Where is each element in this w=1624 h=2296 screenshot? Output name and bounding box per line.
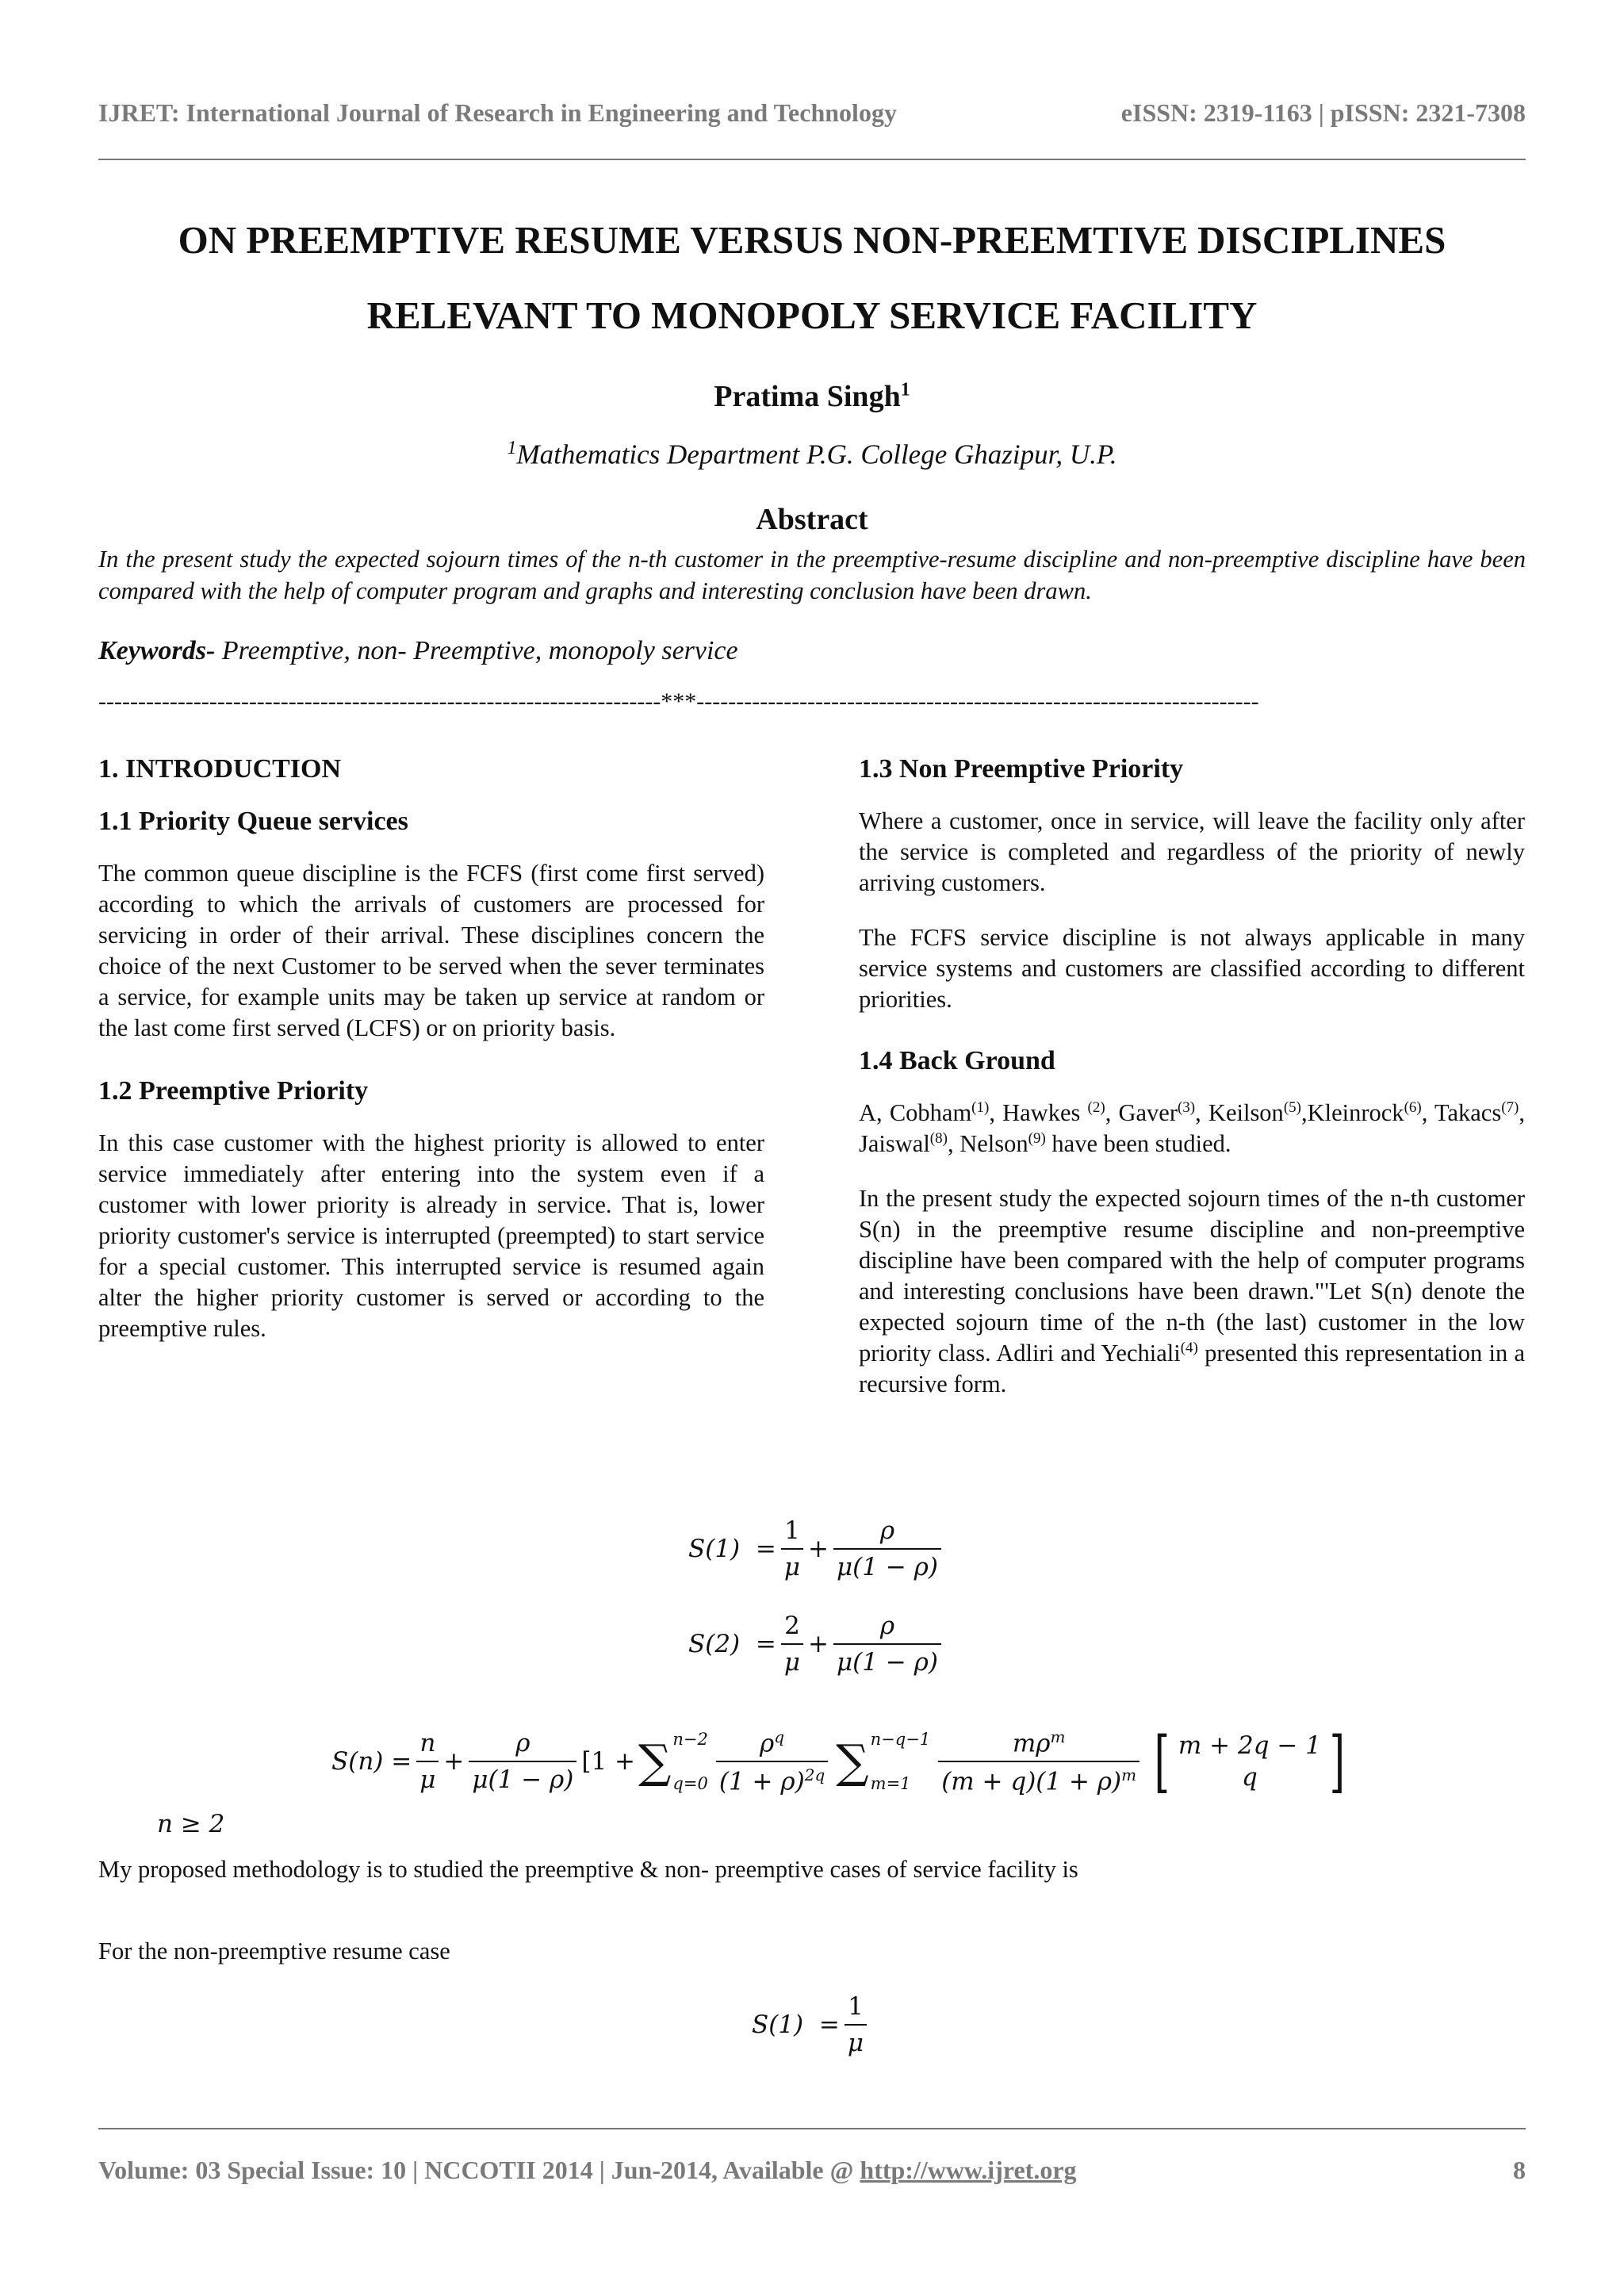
footer-rule xyxy=(98,2128,1526,2129)
denominator: μ(1 − ρ) xyxy=(833,1643,941,1677)
footer-left xyxy=(98,2156,1077,2185)
cite-ref: (4) xyxy=(1180,1339,1198,1356)
eq-sign: = xyxy=(818,2010,840,2039)
cite-text: , Takacs xyxy=(1421,1099,1502,1126)
upper-limit: n−q−1 xyxy=(870,1730,931,1750)
exponent: m xyxy=(1121,1765,1137,1785)
intro-heading: 1. INTRODUCTION xyxy=(98,754,342,784)
running-header xyxy=(98,98,1526,128)
section-1-3-para-1: Where a customer, once in service, will leave the facility only after the service is completed and regardless of the priority of newly arriving customers. xyxy=(859,807,1525,896)
cite-text: have been studied. xyxy=(1045,1130,1231,1157)
para-text: In the present study the expected sojourn times of the n-th customer S(n) in the preemptive resume discipline and non-preemptive discipline have been compared with the help of computer programs and interesting conclusions have been drawn."'Let S(n) denote the expected sojourn time of the n-th (the last) customer in the low priority class. Adliri and Yechiali xyxy=(859,1185,1525,1366)
sigma: ∑ xyxy=(638,1734,672,1789)
numerator: n xyxy=(419,1729,436,1758)
abstract-text: In the present study the expected sojourn times of the n-th customer in the preemptive-resume discipline and non-preemptive discipline have been compared with the help of computer program and graphs and interesting conclusion have been drawn. xyxy=(98,546,1526,604)
binomial xyxy=(1149,1723,1350,1801)
summation-m xyxy=(836,1730,930,1793)
cite-ref: (2) xyxy=(1087,1098,1105,1116)
cite-text: ,Kleinrock xyxy=(1300,1099,1404,1126)
exponent: m xyxy=(1050,1727,1066,1746)
fraction xyxy=(833,1516,941,1581)
left-bracket: [ xyxy=(1154,1723,1170,1801)
numerator xyxy=(756,1727,787,1761)
fraction xyxy=(781,1612,803,1677)
cite-text: , Hawkes xyxy=(989,1099,1088,1126)
fraction xyxy=(469,1729,576,1794)
affil-sup: 1 xyxy=(507,438,517,458)
affil-text: Mathematics Department P.G. College Ghazipur, U.P. xyxy=(516,439,1117,470)
fraction xyxy=(845,1992,867,2057)
separator: -----------------------------------------------------------------------***----------------------------------------------------------------------- xyxy=(98,688,1259,715)
upper-limit: n−2 xyxy=(672,1730,708,1750)
equation-s2 xyxy=(688,1612,946,1677)
binomial-top: m + 2q − 1 xyxy=(1178,1731,1321,1761)
plus: + xyxy=(443,1747,465,1777)
cite-text: , Keilson xyxy=(1195,1099,1284,1126)
eq-lhs: S(1) xyxy=(688,1535,741,1563)
lower-limit: q=0 xyxy=(672,1774,708,1794)
base: (m + q)(1 + ρ) xyxy=(941,1767,1122,1796)
right-bracket: ] xyxy=(1329,1723,1346,1801)
base: (1 + ρ) xyxy=(718,1767,805,1796)
numerator: ρ xyxy=(515,1729,530,1758)
keywords-text: Preemptive, non- Preemptive, monopoly service xyxy=(215,636,738,665)
running-footer xyxy=(98,2156,1526,2185)
section-1-4-para-2 xyxy=(859,1183,1525,1400)
fraction xyxy=(716,1727,828,1796)
non-preemptive-text: For the non-preemptive resume case xyxy=(98,1938,450,1964)
cite-ref: (3) xyxy=(1177,1098,1196,1116)
denominator: μ xyxy=(781,1548,803,1581)
title-line-1: ON PREEMPTIVE RESUME VERSUS NON-PREEMTIVE DISCIPLINES xyxy=(178,218,1446,262)
issn: eISSN: 2319-1163 | pISSN: 2321-7308 xyxy=(1120,98,1526,127)
section-1-4-heading: 1.4 Back Ground xyxy=(859,1046,1055,1075)
base: ρ xyxy=(760,1729,775,1758)
section-1-2-text: In this case customer with the highest priority is allowed to enter service immediately after entering into the system even if a customer with lower priority is already in service. That is, lower priority customer's service is interrupted (preempted) to start service for a special customer. This interrupted service is resumed again alter the higher priority customer is served or according to the preemptive rules. xyxy=(98,1129,764,1342)
sum-limits xyxy=(672,1730,707,1793)
header-rule xyxy=(98,159,1526,160)
binomial-inner xyxy=(1175,1730,1324,1793)
fraction xyxy=(416,1729,439,1794)
eq-sign: = xyxy=(755,1630,776,1658)
numerator: ρ xyxy=(879,1612,895,1640)
section-1-2-heading: 1.2 Preemptive Priority xyxy=(98,1076,369,1106)
cite-ref: (6) xyxy=(1404,1098,1422,1116)
denominator: μ(1 − ρ) xyxy=(469,1761,576,1794)
section-1-1-text: The common queue discipline is the FCFS (first come first served) according to which the arrivals of customers are processed for servicing in order of their arrival. These disciplines concern the choice of the next Customer to be served when the sever terminates a service, for example units may be taken up service at random or the last come first served (LCFS) or on priority basis. xyxy=(98,860,764,1041)
sum-limits xyxy=(871,1730,931,1793)
fraction xyxy=(781,1516,803,1581)
cite-text: , Nelson xyxy=(947,1130,1028,1157)
keywords-label: Keywords- xyxy=(98,636,216,665)
section-1-3-para-2: The FCFS service discipline is not always applicable in many service systems and customers are classified according to different priorities. xyxy=(859,924,1525,1013)
denominator: μ xyxy=(845,2024,867,2057)
journal-name: IJRET: International Journal of Research in Engineering and Technology xyxy=(98,98,897,127)
keywords xyxy=(98,636,1526,666)
plus: + xyxy=(808,1535,829,1563)
n-condition: n ≥ 2 xyxy=(157,1810,225,1838)
cite-text: , Gaver xyxy=(1105,1099,1178,1126)
abstract-heading: Abstract xyxy=(756,503,868,536)
section-1-1-heading: 1.1 Priority Queue services xyxy=(98,807,408,836)
author-sup: 1 xyxy=(900,379,910,401)
footer-volume: Volume: 03 Special Issue: 10 | NCCOTII 2014 | Jun-2014, Available @ xyxy=(98,2156,860,2184)
summation-q xyxy=(638,1730,708,1793)
methodology-text: My proposed methodology is to studied the preemptive & non- preemptive cases of service facility is xyxy=(98,1856,1078,1883)
denominator: μ xyxy=(416,1761,439,1794)
author xyxy=(0,379,1624,414)
cite-ref: (8) xyxy=(929,1129,948,1147)
plus: + xyxy=(808,1630,829,1658)
open-bracket: [1 + xyxy=(581,1747,635,1777)
author-name: Pratima Singh xyxy=(714,380,901,413)
cite-ref: (5) xyxy=(1283,1098,1301,1116)
cite-ref: (9) xyxy=(1028,1129,1046,1147)
left-column xyxy=(98,753,764,1368)
numerator: 2 xyxy=(784,1612,800,1640)
numerator: 1 xyxy=(784,1516,800,1545)
right-column xyxy=(859,753,1525,1424)
cite-ref: (7) xyxy=(1501,1098,1519,1116)
affiliation xyxy=(0,438,1624,471)
base: mρ xyxy=(1012,1729,1051,1758)
exponent: q xyxy=(774,1727,785,1746)
eq-sign: = xyxy=(391,1747,412,1777)
background-citations xyxy=(859,1098,1525,1159)
journal-link[interactable]: http://www.ijret.org xyxy=(860,2156,1077,2184)
equation-s1-nonpreemptive xyxy=(752,1992,871,2057)
page-number: 8 xyxy=(1513,2156,1526,2184)
numerator: ρ xyxy=(879,1516,895,1545)
denominator: μ(1 − ρ) xyxy=(833,1548,941,1581)
section-1-3-heading: 1.3 Non Preemptive Priority xyxy=(859,754,1184,784)
cite-text: A, Cobham xyxy=(859,1099,972,1126)
cite-text: , Jaiswal xyxy=(859,1099,1525,1157)
denominator: μ xyxy=(781,1643,803,1677)
para-text: presented this representation in a recursive form. xyxy=(859,1340,1526,1397)
denominator xyxy=(716,1761,828,1796)
cite-ref: (1) xyxy=(971,1098,990,1116)
numerator: 1 xyxy=(848,1992,864,2021)
denominator xyxy=(938,1761,1139,1796)
title-line-2: RELEVANT TO MONOPOLY SERVICE FACILITY xyxy=(366,293,1258,337)
equation-s1 xyxy=(688,1516,946,1581)
sigma: ∑ xyxy=(836,1734,869,1789)
lower-limit: m=1 xyxy=(870,1774,911,1794)
eq-lhs: S(n) xyxy=(331,1747,384,1777)
fraction xyxy=(938,1727,1139,1796)
paper-title xyxy=(98,202,1526,353)
eq-sign: = xyxy=(755,1535,776,1563)
eq-lhs: S(2) xyxy=(688,1630,741,1658)
numerator xyxy=(1009,1727,1069,1761)
exponent: 2q xyxy=(804,1765,825,1785)
eq-lhs: S(1) xyxy=(752,2010,804,2039)
binomial-bottom: q xyxy=(1241,1763,1258,1792)
equation-sn xyxy=(331,1723,1350,1801)
fraction xyxy=(833,1612,941,1677)
